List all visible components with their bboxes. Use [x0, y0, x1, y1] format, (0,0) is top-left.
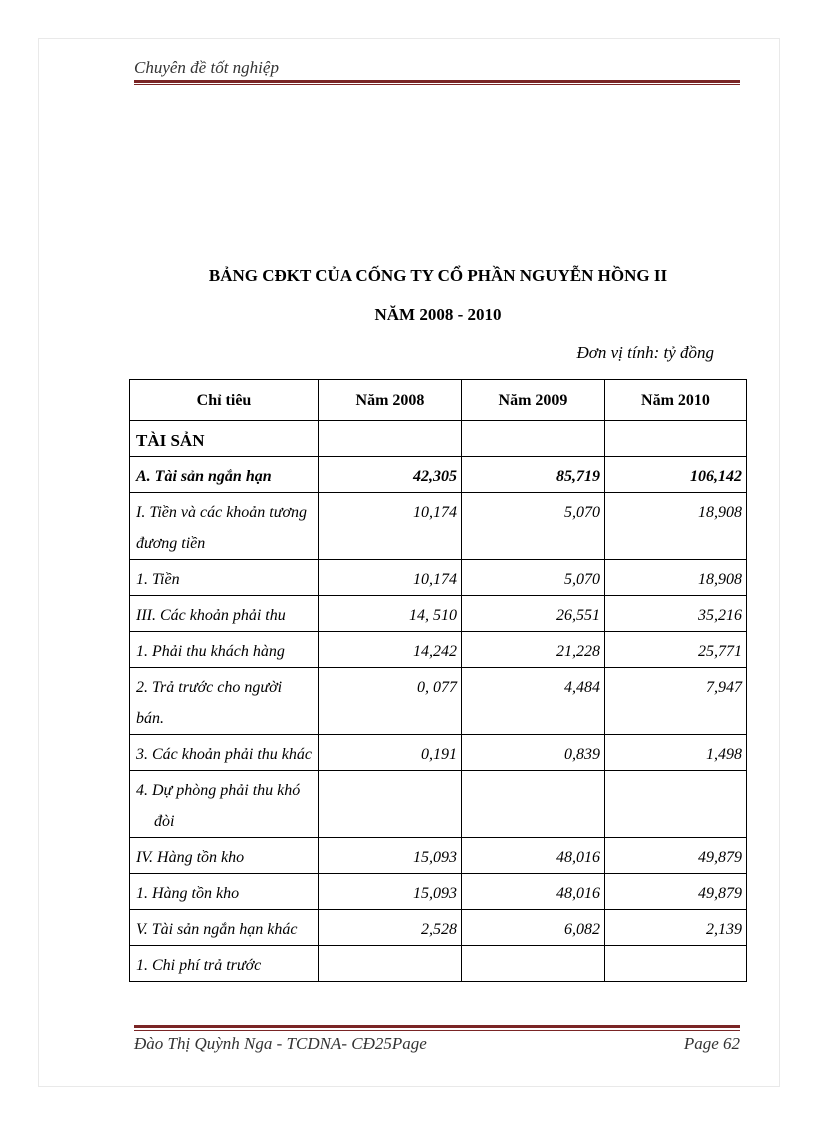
value-2008	[319, 771, 462, 838]
value-2008: 2,528	[319, 910, 462, 946]
value-2009: 6,082	[462, 910, 605, 946]
table-row	[130, 838, 747, 874]
value-2010: 1,498	[605, 735, 747, 771]
value-2010: 49,879	[605, 874, 747, 910]
footer-rule	[134, 1025, 740, 1031]
row-label: 4. Dự phòng phải thu khó đòi	[130, 771, 319, 838]
table-row	[130, 560, 747, 596]
table-subtitle: NĂM 2008 - 2010	[374, 305, 502, 324]
header-cell-indicator: Chỉ tiêu	[130, 380, 319, 421]
row-label: III. Các khoản phải thu	[130, 596, 319, 632]
value-2008: 14, 510	[319, 596, 462, 632]
row-label: 1. Chi phí trả trước	[130, 946, 319, 982]
value-2008	[319, 421, 462, 457]
table-row	[130, 457, 747, 493]
table-row	[130, 910, 747, 946]
value-2008	[319, 946, 462, 982]
table-row	[130, 421, 747, 457]
value-2010: 106,142	[605, 457, 747, 493]
header-cell-2010: Năm 2010	[605, 380, 747, 421]
page-number: Page 62	[683, 1034, 740, 1053]
table-row	[130, 771, 747, 838]
header-cell-2008: Năm 2008	[319, 380, 462, 421]
header-rule	[134, 80, 740, 85]
value-2009: 4,484	[462, 668, 605, 735]
value-2009: 85,719	[462, 457, 605, 493]
value-2008: 10,174	[319, 493, 462, 560]
value-2008: 0, 077	[319, 668, 462, 735]
value-2008: 15,093	[319, 838, 462, 874]
row-label: 1. Hàng tồn kho	[130, 874, 319, 910]
running-header: Chuyên đề tốt nghiệp	[134, 58, 279, 77]
value-2010	[605, 421, 747, 457]
value-2009: 21,228	[462, 632, 605, 668]
value-2009: 5,070	[462, 493, 605, 560]
table-row	[130, 596, 747, 632]
value-2009	[462, 771, 605, 838]
table-row	[130, 493, 747, 560]
value-2009	[462, 946, 605, 982]
value-2008: 42,305	[319, 457, 462, 493]
value-2010: 18,908	[605, 560, 747, 596]
row-label: I. Tiền và các khoản tương đương tiền	[130, 493, 319, 560]
value-2010	[605, 946, 747, 982]
table-header-row	[130, 380, 747, 421]
balance-sheet-table	[129, 379, 747, 982]
table-row	[130, 735, 747, 771]
row-label: A. Tài sản ngắn hạn	[130, 457, 319, 493]
footer-author: Đào Thị Quỳnh Nga - TCDNA- CĐ25Page	[134, 1034, 427, 1053]
value-2009: 0,839	[462, 735, 605, 771]
value-2010: 35,216	[605, 596, 747, 632]
value-2009: 5,070	[462, 560, 605, 596]
value-2009: 48,016	[462, 874, 605, 910]
value-2009: 48,016	[462, 838, 605, 874]
row-label: IV. Hàng tồn kho	[130, 838, 319, 874]
value-2010: 49,879	[605, 838, 747, 874]
value-2010: 18,908	[605, 493, 747, 560]
row-label: V. Tài sản ngắn hạn khác	[130, 910, 319, 946]
row-label: 1. Tiền	[130, 560, 319, 596]
row-label: 1. Phải thu khách hàng	[130, 632, 319, 668]
table-title: BẢNG CĐKT CỦA CỐNG TY CỔ PHẦN NGUYỄN HỒNG II	[208, 266, 668, 285]
value-2008: 0,191	[319, 735, 462, 771]
row-label: 3. Các khoản phải thu khác	[130, 735, 319, 771]
value-2009	[462, 421, 605, 457]
table-row	[130, 946, 747, 982]
value-2010: 7,947	[605, 668, 747, 735]
value-2010: 25,771	[605, 632, 747, 668]
header-cell-2009: Năm 2009	[462, 380, 605, 421]
row-label: TÀI SẢN	[130, 421, 319, 457]
row-label: 2. Trả trước cho người bán.	[130, 668, 319, 735]
value-2008: 14,242	[319, 632, 462, 668]
value-2009: 26,551	[462, 596, 605, 632]
table-row	[130, 632, 747, 668]
value-2008: 15,093	[319, 874, 462, 910]
value-2010: 2,139	[605, 910, 747, 946]
table-row	[130, 874, 747, 910]
value-2010	[605, 771, 747, 838]
table-row	[130, 668, 747, 735]
unit-note: Đơn vị tính: tỷ đồng	[576, 343, 714, 362]
value-2008: 10,174	[319, 560, 462, 596]
